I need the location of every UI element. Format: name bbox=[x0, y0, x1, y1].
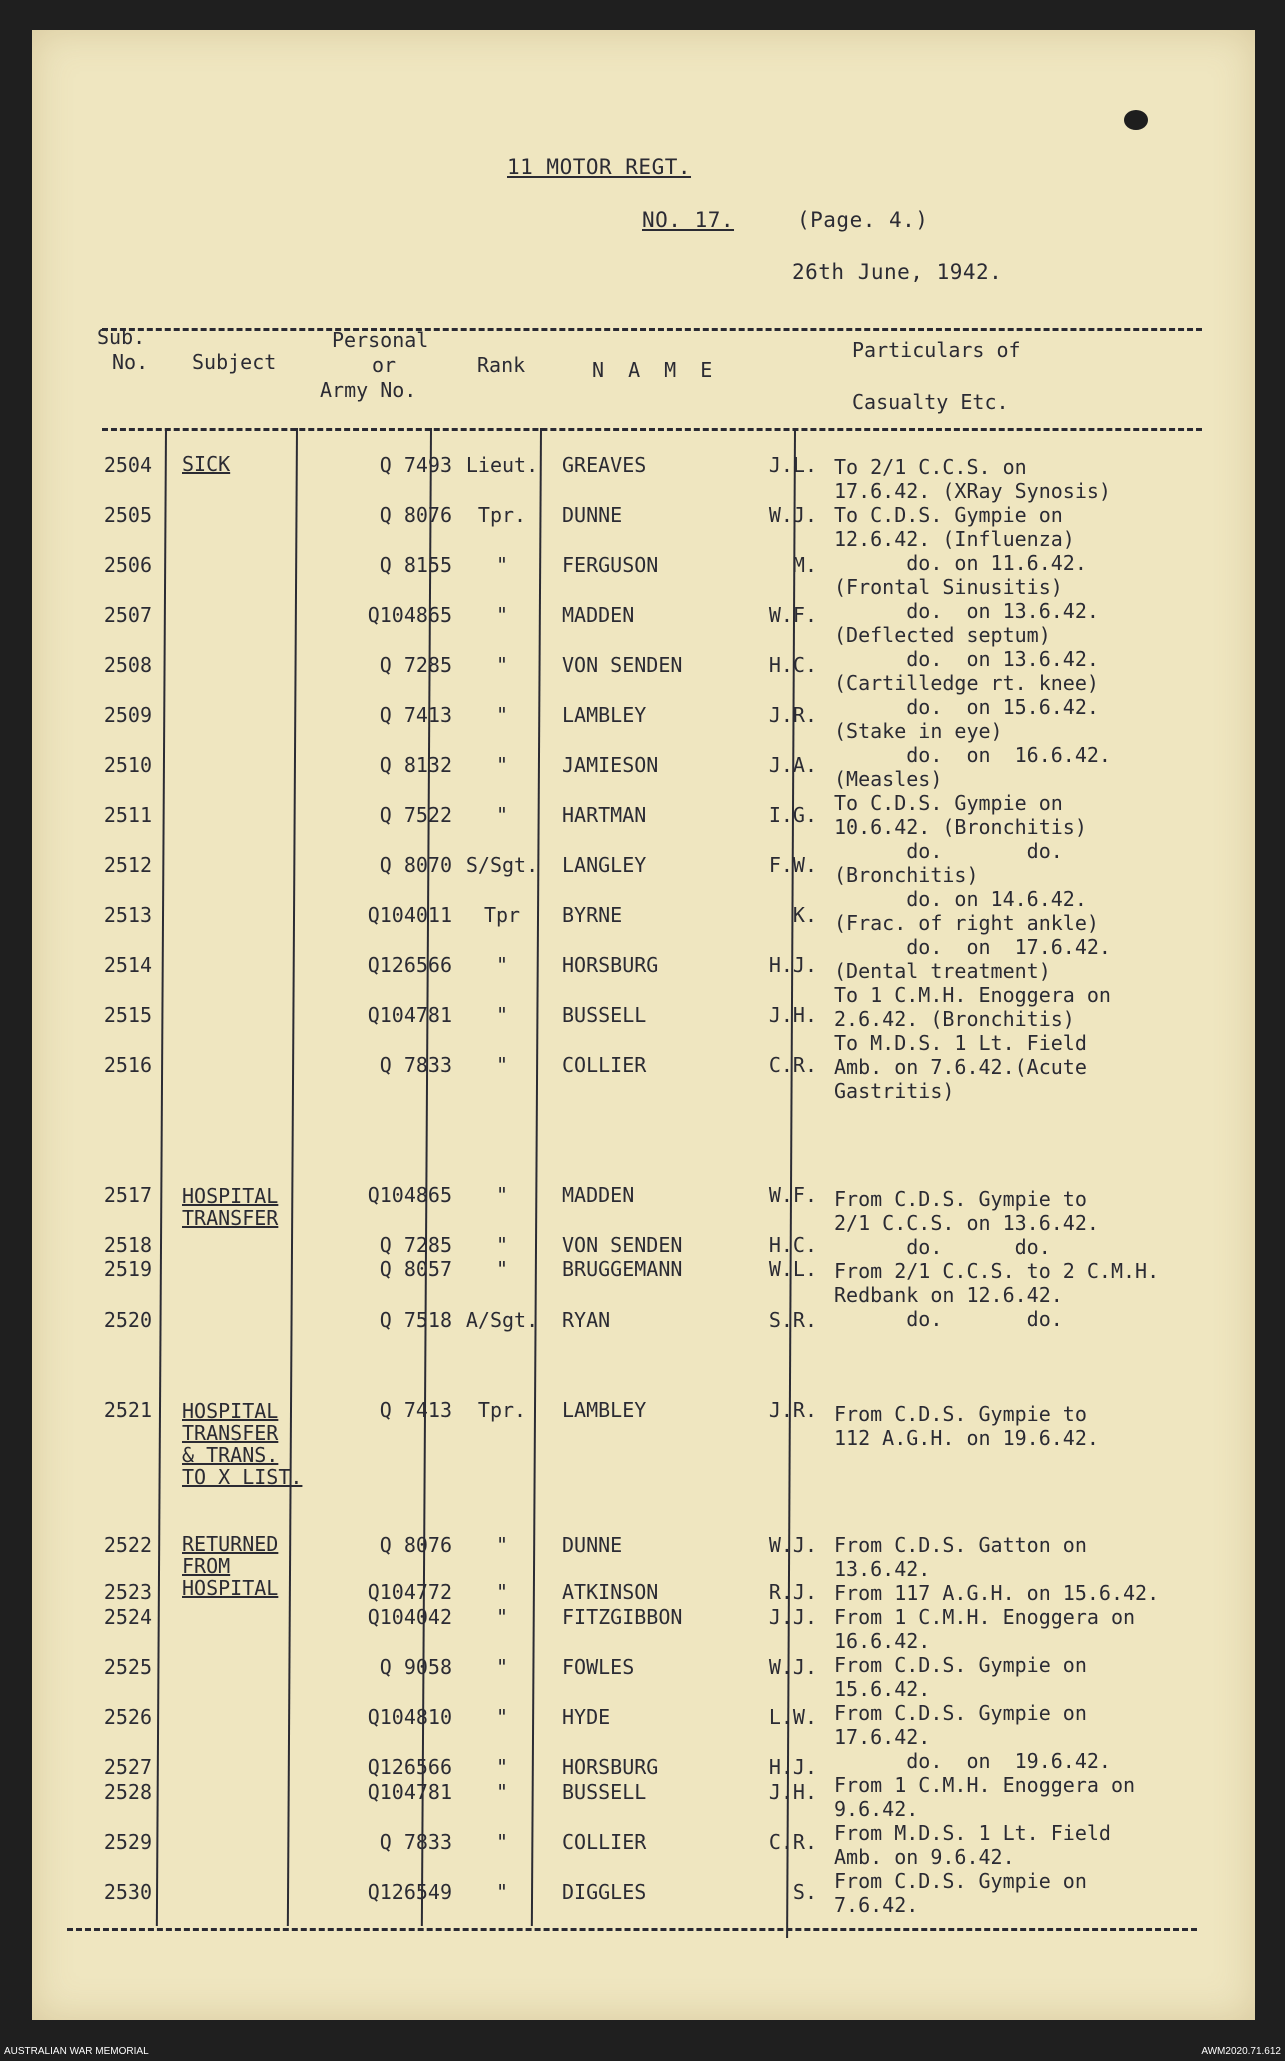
sub-number: 2512 bbox=[103, 853, 152, 877]
army-number: Q 7285 bbox=[379, 653, 452, 677]
surname: ATKINSON bbox=[562, 1580, 659, 1604]
particulars-line: 12.6.42. (Influenza) bbox=[834, 527, 1075, 551]
surname: DIGGLES bbox=[562, 1880, 647, 1904]
sub-number: 2521 bbox=[103, 1398, 152, 1422]
rank: Tpr bbox=[483, 903, 521, 927]
col-sub-line2: No. bbox=[112, 350, 149, 374]
rank: " bbox=[495, 1880, 509, 1904]
col-rank: Rank bbox=[477, 353, 526, 377]
army-number: Q 7522 bbox=[379, 803, 452, 827]
initials: C.R. bbox=[768, 1053, 817, 1077]
initials: J.H. bbox=[768, 1780, 817, 1804]
subject-label: HOSPITAL bbox=[182, 1399, 279, 1423]
sub-number: 2515 bbox=[103, 1003, 152, 1027]
surname: GREAVES bbox=[562, 453, 647, 477]
particulars-line: From 1 C.M.H. Enoggera on bbox=[834, 1773, 1136, 1797]
army-number: Q 8076 bbox=[379, 503, 452, 527]
rank: " bbox=[495, 603, 509, 627]
subject-label: HOSPITAL bbox=[182, 1184, 279, 1208]
sub-number: 2525 bbox=[103, 1655, 152, 1679]
particulars-line: do. on 11.6.42. bbox=[834, 551, 1087, 575]
rank: A/Sgt. bbox=[465, 1308, 539, 1332]
army-number: Q 9058 bbox=[379, 1655, 452, 1679]
sub-number: 2527 bbox=[103, 1755, 152, 1779]
particulars-line: 10.6.42. (Bronchitis) bbox=[834, 815, 1087, 839]
army-number: Q104781 bbox=[367, 1780, 452, 1804]
initials: W.J. bbox=[768, 1533, 817, 1557]
particulars-line: 7.6.42. bbox=[834, 1893, 919, 1917]
surname: FITZGIBBON bbox=[562, 1605, 683, 1629]
surname: LAMBLEY bbox=[562, 1398, 647, 1422]
army-number: Q104865 bbox=[367, 1183, 452, 1207]
sub-number: 2520 bbox=[103, 1308, 152, 1332]
initials: W.J. bbox=[768, 503, 817, 527]
subject-label: HOSPITAL bbox=[182, 1576, 279, 1600]
rank: " bbox=[495, 1053, 509, 1077]
col-personal-line1: Personal bbox=[332, 328, 429, 352]
army-number: Q 7518 bbox=[379, 1308, 452, 1332]
particulars-line: do. on 13.6.42. bbox=[834, 647, 1099, 671]
col-sub-line1: Sub. bbox=[97, 325, 146, 349]
particulars-line: Amb. on 9.6.42. bbox=[834, 1845, 1015, 1869]
rank: Tpr. bbox=[477, 503, 527, 527]
particulars-line: (Stake in eye) bbox=[834, 719, 1003, 743]
particulars-line: (Deflected septum) bbox=[834, 623, 1051, 647]
rank: " bbox=[495, 953, 509, 977]
sub-number: 2519 bbox=[103, 1257, 152, 1281]
army-number: Q104042 bbox=[367, 1605, 452, 1629]
particulars-line: 112 A.G.H. on 19.6.42. bbox=[834, 1426, 1099, 1450]
surname: JAMIESON bbox=[562, 753, 659, 777]
sub-number: 2513 bbox=[103, 903, 152, 927]
army-number: Q 7833 bbox=[379, 1053, 452, 1077]
particulars-line: 2/1 C.C.S. on 13.6.42. bbox=[834, 1211, 1099, 1235]
rank: S/Sgt. bbox=[465, 853, 539, 877]
surname: HORSBURG bbox=[562, 953, 659, 977]
rank: " bbox=[495, 553, 509, 577]
rank: " bbox=[495, 1233, 509, 1257]
sub-number: 2526 bbox=[103, 1705, 152, 1729]
initials: J.H. bbox=[768, 1003, 817, 1027]
col-particulars-line2: Casualty Etc. bbox=[852, 390, 1009, 414]
particulars-line: 17.6.42. bbox=[834, 1725, 931, 1749]
particulars-line: From 2/1 C.C.S. to 2 C.M.H. bbox=[834, 1259, 1160, 1283]
unit-heading: 11 MOTOR REGT. bbox=[507, 155, 692, 179]
initials: R.J. bbox=[768, 1580, 817, 1604]
sub-number: 2506 bbox=[103, 553, 152, 577]
subject-label: & TRANS. bbox=[182, 1443, 279, 1467]
army-number: Q104781 bbox=[367, 1003, 452, 1027]
army-number: Q 7413 bbox=[379, 703, 452, 727]
army-number: Q126566 bbox=[367, 1755, 452, 1779]
initials: S.R. bbox=[768, 1308, 817, 1332]
rank: " bbox=[495, 1755, 509, 1779]
subject-label: TRANSFER bbox=[182, 1206, 279, 1230]
particulars-line: From M.D.S. 1 Lt. Field bbox=[834, 1821, 1111, 1845]
initials: J.L. bbox=[768, 453, 817, 477]
initials: I.G. bbox=[768, 803, 817, 827]
initials: H.C. bbox=[768, 1233, 817, 1257]
surname: HORSBURG bbox=[562, 1755, 659, 1779]
rank: Tpr. bbox=[477, 1398, 527, 1422]
particulars-line: (Cartilledge rt. knee) bbox=[834, 671, 1099, 695]
surname: DUNNE bbox=[562, 503, 623, 527]
sub-number: 2504 bbox=[103, 453, 152, 477]
particulars-line: do. on 14.6.42. bbox=[834, 887, 1087, 911]
particulars-line: From C.D.S. Gympie on bbox=[834, 1869, 1087, 1893]
rank: " bbox=[495, 1003, 509, 1027]
army-number: Q104772 bbox=[367, 1580, 452, 1604]
rank: " bbox=[495, 1830, 509, 1854]
army-number: Q 7493 bbox=[379, 453, 452, 477]
subject-label: TRANSFER bbox=[182, 1421, 279, 1445]
initials: K. bbox=[792, 903, 817, 927]
sub-number: 2522 bbox=[103, 1533, 152, 1557]
rank: " bbox=[495, 1183, 509, 1207]
surname: HARTMAN bbox=[562, 803, 647, 827]
initials: W.J. bbox=[768, 1655, 817, 1679]
sub-number: 2523 bbox=[103, 1580, 152, 1604]
surname: LANGLEY bbox=[562, 853, 647, 877]
particulars-line: From 117 A.G.H. on 15.6.42. bbox=[834, 1581, 1160, 1605]
army-number: Q 8132 bbox=[379, 753, 452, 777]
sub-number: 2529 bbox=[103, 1830, 152, 1854]
rank: " bbox=[495, 1605, 509, 1629]
particulars-line: To M.D.S. 1 Lt. Field bbox=[834, 1031, 1087, 1055]
surname: BYRNE bbox=[562, 903, 623, 927]
sub-number: 2510 bbox=[103, 753, 152, 777]
initials: S. bbox=[792, 1880, 817, 1904]
surname: BUSSELL bbox=[562, 1003, 647, 1027]
particulars-line: 17.6.42. (XRay Synosis) bbox=[834, 479, 1111, 503]
rank: " bbox=[495, 1705, 509, 1729]
sub-number: 2511 bbox=[103, 803, 152, 827]
footer-accession-number: AWM2020.71.612 bbox=[1201, 2046, 1281, 2057]
particulars-line: Amb. on 7.6.42.(Acute bbox=[834, 1055, 1087, 1079]
initials: W.L. bbox=[768, 1257, 817, 1281]
particulars-line: 9.6.42. bbox=[834, 1797, 919, 1821]
col-particulars-line1: Particulars of bbox=[852, 338, 1021, 362]
surname: COLLIER bbox=[562, 1053, 647, 1077]
particulars-line: From C.D.S. Gympie on bbox=[834, 1653, 1087, 1677]
initials: J.A. bbox=[768, 753, 817, 777]
rank: Lieut. bbox=[465, 453, 539, 477]
rank: " bbox=[495, 1655, 509, 1679]
initials: H.J. bbox=[768, 1755, 817, 1779]
army-number: Q 8057 bbox=[379, 1257, 452, 1281]
rank: " bbox=[495, 653, 509, 677]
sub-number: 2507 bbox=[103, 603, 152, 627]
document-page bbox=[32, 30, 1255, 2020]
surname: RYAN bbox=[562, 1308, 611, 1332]
initials: J.J. bbox=[768, 1605, 817, 1629]
header-top-rule bbox=[102, 328, 1202, 331]
army-number: Q 7413 bbox=[379, 1398, 452, 1422]
particulars-line: From C.D.S. Gympie on bbox=[834, 1701, 1087, 1725]
particulars-line: To 2/1 C.C.S. on bbox=[834, 455, 1027, 479]
initials: J.R. bbox=[768, 1398, 817, 1422]
surname: DUNNE bbox=[562, 1533, 623, 1557]
initials: L.W. bbox=[768, 1705, 817, 1729]
army-number: Q104865 bbox=[367, 603, 452, 627]
rank: " bbox=[495, 753, 509, 777]
army-number: Q 7285 bbox=[379, 1233, 452, 1257]
surname: BUSSELL bbox=[562, 1780, 647, 1804]
page-number: (Page. 4.) bbox=[797, 208, 929, 232]
surname: FERGUSON bbox=[562, 553, 659, 577]
particulars-line: To C.D.S. Gympie on bbox=[834, 503, 1063, 527]
subject-label: FROM bbox=[182, 1554, 231, 1578]
particulars-line: do. on 17.6.42. bbox=[834, 935, 1111, 959]
army-number: Q126566 bbox=[367, 953, 452, 977]
initials: H.J. bbox=[768, 953, 817, 977]
surname: HYDE bbox=[562, 1705, 611, 1729]
initials: W.F. bbox=[768, 1183, 817, 1207]
particulars-line: From C.D.S. Gympie to bbox=[834, 1402, 1087, 1426]
particulars-line: 15.6.42. bbox=[834, 1677, 931, 1701]
initials: F.W. bbox=[768, 853, 817, 877]
rank: " bbox=[495, 1580, 509, 1604]
sub-number: 2528 bbox=[103, 1780, 152, 1804]
header-bottom-rule bbox=[102, 428, 1202, 431]
army-number: Q126549 bbox=[367, 1880, 452, 1904]
sub-number: 2508 bbox=[103, 653, 152, 677]
table-bottom-rule bbox=[67, 1928, 1197, 1931]
particulars-line: do. on 19.6.42. bbox=[834, 1749, 1111, 1773]
particulars-line: 16.6.42. bbox=[834, 1629, 931, 1653]
particulars-line: do. do. bbox=[834, 1235, 1051, 1259]
sub-number: 2514 bbox=[103, 953, 152, 977]
army-number: Q104011 bbox=[367, 903, 452, 927]
army-number: Q 8070 bbox=[379, 853, 452, 877]
initials: H.C. bbox=[768, 653, 817, 677]
army-number: Q 8076 bbox=[379, 1533, 452, 1557]
surname: LAMBLEY bbox=[562, 703, 647, 727]
sub-number: 2518 bbox=[103, 1233, 152, 1257]
particulars-line: 13.6.42. bbox=[834, 1557, 931, 1581]
particulars-line: do. on 15.6.42. bbox=[834, 695, 1099, 719]
surname: VON SENDEN bbox=[562, 1233, 683, 1257]
order-number: NO. 17. bbox=[642, 208, 735, 232]
sub-number: 2524 bbox=[103, 1605, 152, 1629]
particulars-line: Gastritis) bbox=[834, 1079, 955, 1103]
particulars-line: (Frontal Sinusitis) bbox=[834, 575, 1063, 599]
particulars-line: 2.6.42. (Bronchitis) bbox=[834, 1007, 1075, 1031]
army-number: Q104810 bbox=[367, 1705, 452, 1729]
army-number: Q 7833 bbox=[379, 1830, 452, 1854]
sub-number: 2530 bbox=[103, 1880, 152, 1904]
sub-number: 2516 bbox=[103, 1053, 152, 1077]
footer-institution: AUSTRALIAN WAR MEMORIAL bbox=[4, 2046, 149, 2057]
army-number: Q 8155 bbox=[379, 553, 452, 577]
rank: " bbox=[495, 703, 509, 727]
subject-label: SICK bbox=[182, 452, 231, 476]
initials: W.F. bbox=[768, 603, 817, 627]
column-rule-1 bbox=[156, 428, 167, 1926]
particulars-line: (Frac. of right ankle) bbox=[834, 911, 1099, 935]
rank: " bbox=[495, 1780, 509, 1804]
surname: BRUGGEMANN bbox=[562, 1257, 683, 1281]
sub-number: 2517 bbox=[103, 1183, 152, 1207]
ink-blot bbox=[1124, 110, 1148, 130]
rank: " bbox=[495, 803, 509, 827]
particulars-line: do. on 13.6.42. bbox=[834, 599, 1099, 623]
sub-number: 2509 bbox=[103, 703, 152, 727]
col-name: N A M E bbox=[592, 358, 719, 382]
rank: " bbox=[495, 1257, 509, 1281]
particulars-line: Redbank on 12.6.42. bbox=[834, 1283, 1063, 1307]
col-subject: Subject bbox=[192, 350, 277, 374]
surname: COLLIER bbox=[562, 1830, 647, 1854]
particulars-line: do. on 16.6.42. bbox=[834, 743, 1111, 767]
subject-label: TO X LIST. bbox=[182, 1465, 303, 1489]
particulars-line: (Measles) bbox=[834, 767, 943, 791]
particulars-line: do. do. bbox=[834, 1307, 1063, 1331]
particulars-line: To 1 C.M.H. Enoggera on bbox=[834, 983, 1111, 1007]
surname: MADDEN bbox=[562, 603, 635, 627]
particulars-line: do. do. bbox=[834, 839, 1063, 863]
order-date: 26th June, 1942. bbox=[792, 260, 1003, 284]
particulars-line: From C.D.S. Gatton on bbox=[834, 1533, 1087, 1557]
sub-number: 2505 bbox=[103, 503, 152, 527]
subject-label: RETURNED bbox=[182, 1532, 279, 1556]
particulars-line: (Bronchitis) bbox=[834, 863, 979, 887]
surname: FOWLES bbox=[562, 1655, 635, 1679]
surname: VON SENDEN bbox=[562, 653, 683, 677]
initials: M. bbox=[792, 553, 817, 577]
rank: " bbox=[495, 1533, 509, 1557]
initials: C.R. bbox=[768, 1830, 817, 1854]
particulars-line: From 1 C.M.H. Enoggera on bbox=[834, 1605, 1136, 1629]
particulars-line: (Dental treatment) bbox=[834, 959, 1051, 983]
particulars-line: From C.D.S. Gympie to bbox=[834, 1187, 1087, 1211]
particulars-line: To C.D.S. Gympie on bbox=[834, 791, 1063, 815]
initials: J.R. bbox=[768, 703, 817, 727]
col-personal-line2: or bbox=[372, 353, 397, 377]
surname: MADDEN bbox=[562, 1183, 635, 1207]
col-personal-line3: Army No. bbox=[320, 378, 417, 402]
